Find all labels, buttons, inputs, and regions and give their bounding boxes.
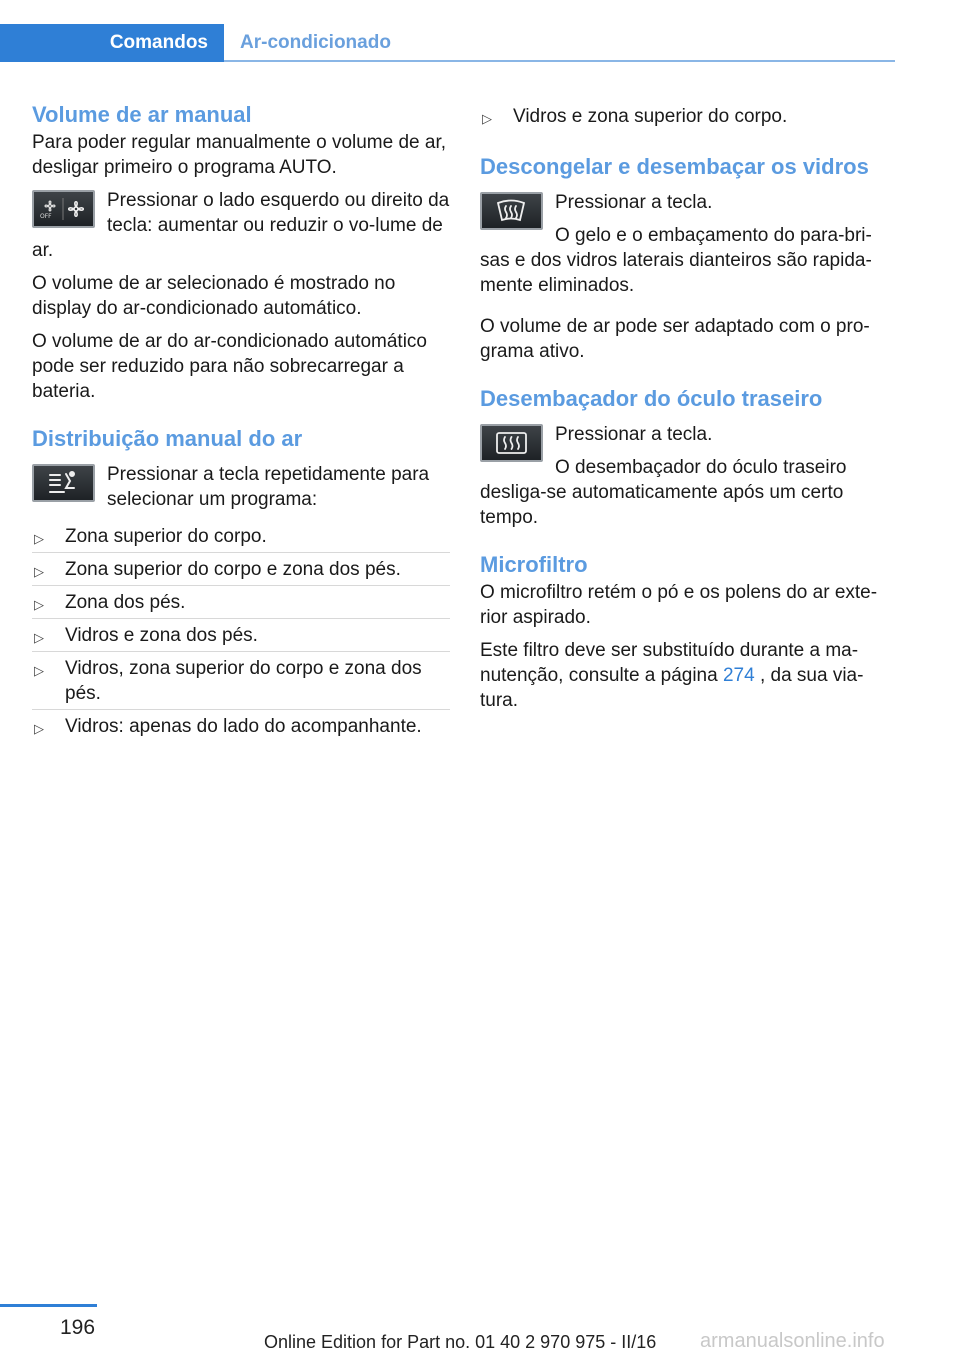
list-item: ▷ Vidros e zona dos pés.: [32, 618, 450, 651]
distribution-button-block: [32, 462, 450, 512]
triangle-bullet-icon: ▷: [34, 721, 44, 736]
distribution-program-list: [32, 520, 450, 742]
triangle-bullet-icon: ▷: [34, 630, 44, 645]
defrost-volume-text: O volume de ar pode ser adaptado com o pro-grama ativo.: [480, 316, 870, 362]
triangle-bullet-icon: ▷: [34, 564, 44, 579]
volume-display-text: O volume de ar selecionado é mostrado no display do ar-condicionado automático.: [32, 273, 396, 319]
fan-button-block: [32, 188, 450, 263]
page-274-link[interactable]: 274: [722, 665, 755, 686]
front-defrost-instruction: Pressionar a tecla.: [555, 192, 713, 213]
microfilter-description: O microfiltro retém o pó e os polens do ar exte-rior aspirado.: [480, 582, 878, 628]
front-defrost-block: [480, 190, 898, 298]
list-item: ▷ Zona superior do corpo.: [32, 520, 450, 552]
distribution-program-list-continued: [480, 100, 898, 132]
svg-text:OFF: OFF: [40, 213, 52, 220]
volume-battery-text: O volume de ar do ar-condicionado automático pode ser reduzido para não sobrecarregar a bateria.: [32, 331, 428, 402]
fan-off-button-icon: [32, 190, 95, 228]
list-item: ▷ Vidros e zona superior do corpo.: [480, 100, 898, 132]
section-title-defrost: Descongelar e desembaçar os vidros: [480, 154, 869, 179]
header-tab-comandos[interactable]: Comandos: [0, 24, 224, 62]
section-title-volume: Volume de ar manual: [32, 102, 252, 127]
volume-intro: Para poder regular manualmente o volume de ar, desligar primeiro o programa AUTO.: [32, 132, 447, 178]
front-defrost-button-icon: [480, 192, 543, 230]
triangle-bullet-icon: ▷: [34, 597, 44, 612]
fan-button-text: Pressionar o lado esquerdo ou direito da tecla: aumentar ou reduzir o vo-lume de ar.: [32, 190, 450, 261]
edition-note: Online Edition for Part no. 01 40 2 970 975 - II/16: [264, 1332, 657, 1352]
list-item: ▷ Zona dos pés.: [32, 585, 450, 618]
rear-defrost-button-icon: [480, 424, 543, 462]
rear-defrost-description: O desembaçador do óculo traseiro desliga-se automaticamente após um certo tempo.: [480, 457, 847, 528]
right-column: [480, 100, 898, 713]
distribution-button-text: Pressionar a tecla repetidamente para selecionar um programa:: [107, 464, 430, 510]
list-item: ▷ Vidros, zona superior do corpo e zona dos pés.: [32, 651, 450, 709]
triangle-bullet-icon: ▷: [482, 111, 492, 126]
watermark: armanualsonline.info: [700, 1330, 885, 1352]
left-column: [32, 100, 450, 742]
triangle-bullet-icon: ▷: [34, 531, 44, 546]
rear-defrost-instruction: Pressionar a tecla.: [555, 424, 713, 445]
page-number: 196: [60, 1316, 96, 1339]
header-rule: [224, 60, 895, 62]
header-tab-ar-condicionado[interactable]: Ar-condicionado: [240, 32, 391, 53]
page-header: [0, 24, 895, 62]
section-title-microfilter: Microfiltro: [480, 552, 588, 577]
rear-defrost-block: [480, 422, 898, 530]
list-item: ▷ Vidros: apenas do lado do acompanhante.: [32, 709, 450, 742]
triangle-bullet-icon: ▷: [34, 663, 44, 678]
air-distribution-button-icon: [32, 464, 95, 502]
section-title-rear-defrost: Desembaçador do óculo traseiro: [480, 386, 823, 411]
section-title-distribution: Distribuição manual do ar: [32, 426, 303, 451]
list-item: ▷ Zona superior do corpo e zona dos pés.: [32, 552, 450, 585]
footer-rule: [0, 1304, 97, 1307]
microfilter-maintenance: Este filtro deve ser substituído durante a ma-nutenção, consulte a página 274 , da sua via-tura.: [480, 640, 864, 711]
front-defrost-description: O gelo e o embaçamento do para-bri-sas e dos vidros laterais dianteiros são rapida-mente eliminados.: [480, 225, 872, 296]
